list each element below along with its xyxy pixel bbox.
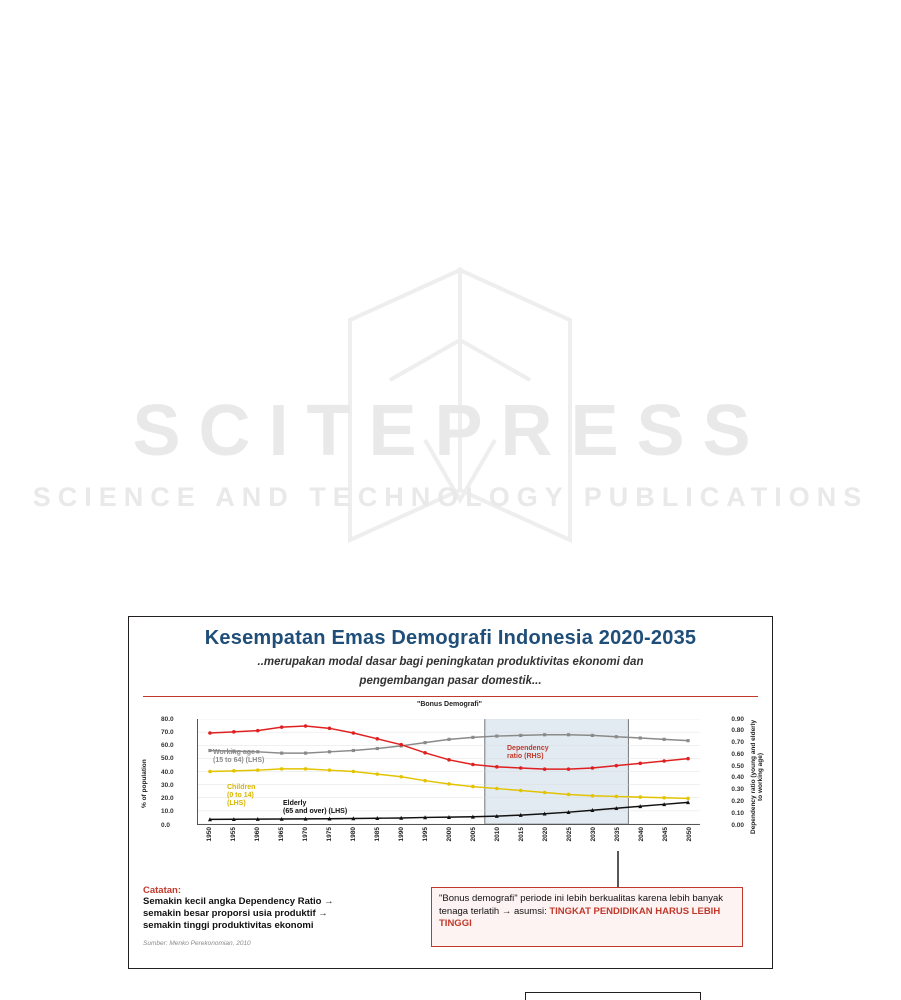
x-tick: 2010 xyxy=(494,827,502,842)
watermark-sub-text: SCIENCE AND TECHNOLOGY PUBLICATIONS xyxy=(32,482,869,512)
chart-svg xyxy=(198,719,700,824)
title-divider xyxy=(143,696,758,697)
x-tick: 1995 xyxy=(421,827,429,842)
y-tick-right: 0.70 xyxy=(731,739,744,747)
series-label-working-age: Working age (15 to 64) (LHS) xyxy=(213,749,265,764)
y-tick-left: 60.0 xyxy=(161,742,174,749)
x-tick: 1980 xyxy=(349,827,357,842)
figure-container xyxy=(128,616,773,969)
x-tick: 1990 xyxy=(397,827,405,842)
figure-subtitle-line2: pengembangan pasar domestik... xyxy=(359,675,542,687)
series-label-children: Children (0 to 14) (LHS) xyxy=(227,784,256,807)
y-tick-left: 80.0 xyxy=(161,715,174,723)
chart-area xyxy=(135,701,766,869)
x-tick: 2035 xyxy=(614,827,622,842)
y-tick-left: 40.0 xyxy=(161,768,174,776)
x-tick: 1975 xyxy=(325,827,333,842)
figure-source: Sumber: Menko Perekonomian, 2010 xyxy=(143,940,251,947)
y-tick-right: 0.20 xyxy=(731,797,744,805)
y-tick-right: 0.80 xyxy=(731,727,744,735)
catatan-heading: Catatan: xyxy=(143,885,182,896)
catatan-line-2: semakin besar proporsi usia produktif → xyxy=(143,908,328,919)
series-label-elderly: Elderly (65 and over) (LHS) xyxy=(283,800,348,815)
watermark-main-text: SCITEPRESS xyxy=(132,391,769,471)
y-axis-right-title: Dependency ratio (young and elderly to working age) xyxy=(750,719,764,835)
figure-title: Kesempatan Emas Demografi Indonesia 2020-2035 xyxy=(204,627,697,649)
x-tick: 1985 xyxy=(373,827,381,842)
x-tick: 2045 xyxy=(662,827,670,842)
plot-region xyxy=(197,719,700,825)
y-tick-left: 20.0 xyxy=(161,795,174,802)
figure-subtitle-line1: ..merupakan modal dasar bagi peningkatan produktivitas ekonomi dan xyxy=(257,656,644,668)
x-tick: 2030 xyxy=(590,827,598,842)
y-tick-left: 10.0 xyxy=(161,808,174,816)
x-tick: 1965 xyxy=(277,827,285,842)
catatan-line-1: Semakin kecil angka Dependency Ratio → xyxy=(143,896,334,907)
callout-box xyxy=(431,887,743,947)
y-tick-right: 0.90 xyxy=(731,715,744,723)
scitepress-watermark xyxy=(0,250,901,550)
y-tick-left: 50.0 xyxy=(161,755,174,763)
x-tick: 1950 xyxy=(205,827,213,842)
y-tick-left: 0.0 xyxy=(161,821,171,829)
callout-text-emphasis: TINGKAT PENDIDIKAN HARUS LEBIH TINGGI xyxy=(439,905,721,929)
y-tick-right: 0.30 xyxy=(731,786,744,794)
y-tick-right: 0.50 xyxy=(731,762,744,770)
x-tick: 2025 xyxy=(566,827,574,842)
y-axis-left-title: % of population xyxy=(141,759,148,809)
notes-section xyxy=(143,885,758,957)
x-tick: 2050 xyxy=(686,827,694,842)
x-tick: 2015 xyxy=(518,827,526,842)
x-tick: 2040 xyxy=(638,827,646,842)
y-tick-right: 0.60 xyxy=(731,750,744,758)
x-tick: 1970 xyxy=(301,827,309,842)
bonus-demografi-label: "Bonus Demografi" xyxy=(417,701,482,708)
y-tick-right: 0.00 xyxy=(731,821,744,829)
catatan-block xyxy=(143,885,413,947)
y-tick-left: 30.0 xyxy=(161,781,174,789)
series-label-dependency-ratio: Dependency ratio (RHS) xyxy=(507,745,549,760)
page-bottom-frame xyxy=(525,992,701,1000)
x-tick: 1960 xyxy=(253,827,261,842)
callout-text: "Bonus demografi" periode ini lebih berkualitas karena lebih banyak tenaga terlatih → asumsi: xyxy=(439,893,724,917)
book-logo-icon xyxy=(330,260,590,570)
y-tick-right: 0.40 xyxy=(731,774,744,782)
catatan-line-3: semakin tinggi produktivitas ekonomi xyxy=(143,920,314,931)
y-tick-left: 70.0 xyxy=(161,728,174,736)
y-tick-right: 0.10 xyxy=(731,809,744,817)
x-tick: 1955 xyxy=(229,827,237,842)
x-tick: 2000 xyxy=(446,827,453,842)
x-tick: 2020 xyxy=(542,827,550,842)
x-tick: 2005 xyxy=(470,827,478,842)
